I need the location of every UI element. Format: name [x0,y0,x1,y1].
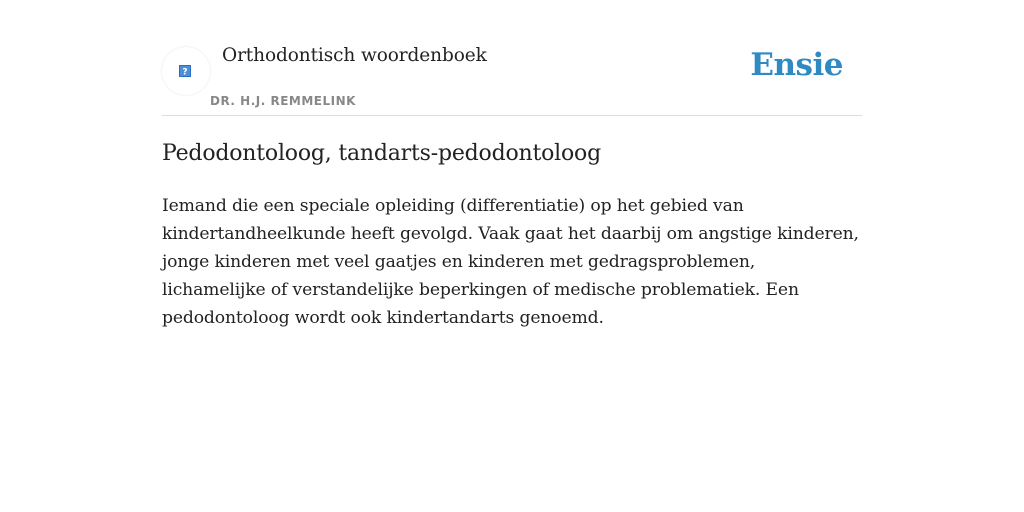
entry-title: Pedodontoloog, tandarts-pedodontoloog [162,141,601,166]
entry-definition: Iemand die een speciale opleiding (differentiatie) op het gebied van kindertandheelkunde heeft gevolgd. Vaak gaat het daarbij om angstige kinderen, jonge kinderen met veel gaatjes en kinderen met gedragsproblemen, lichamelijke of verstandelijke beperkingen of medische problematiek. Een pedodontoloog wordt ook kindertandarts genoemd. [162,196,859,328]
question-mark-icon [179,65,191,77]
entry-page [162,0,862,512]
book-title[interactable]: Orthodontisch woordenboek [222,45,487,66]
svg-text:?: ? [182,67,188,77]
book-cover[interactable] [162,47,210,95]
ensie-logo[interactable]: Ensie [750,47,843,83]
book-author[interactable]: DR. H.J. REMMELINK [210,94,356,108]
book-header [162,0,862,116]
